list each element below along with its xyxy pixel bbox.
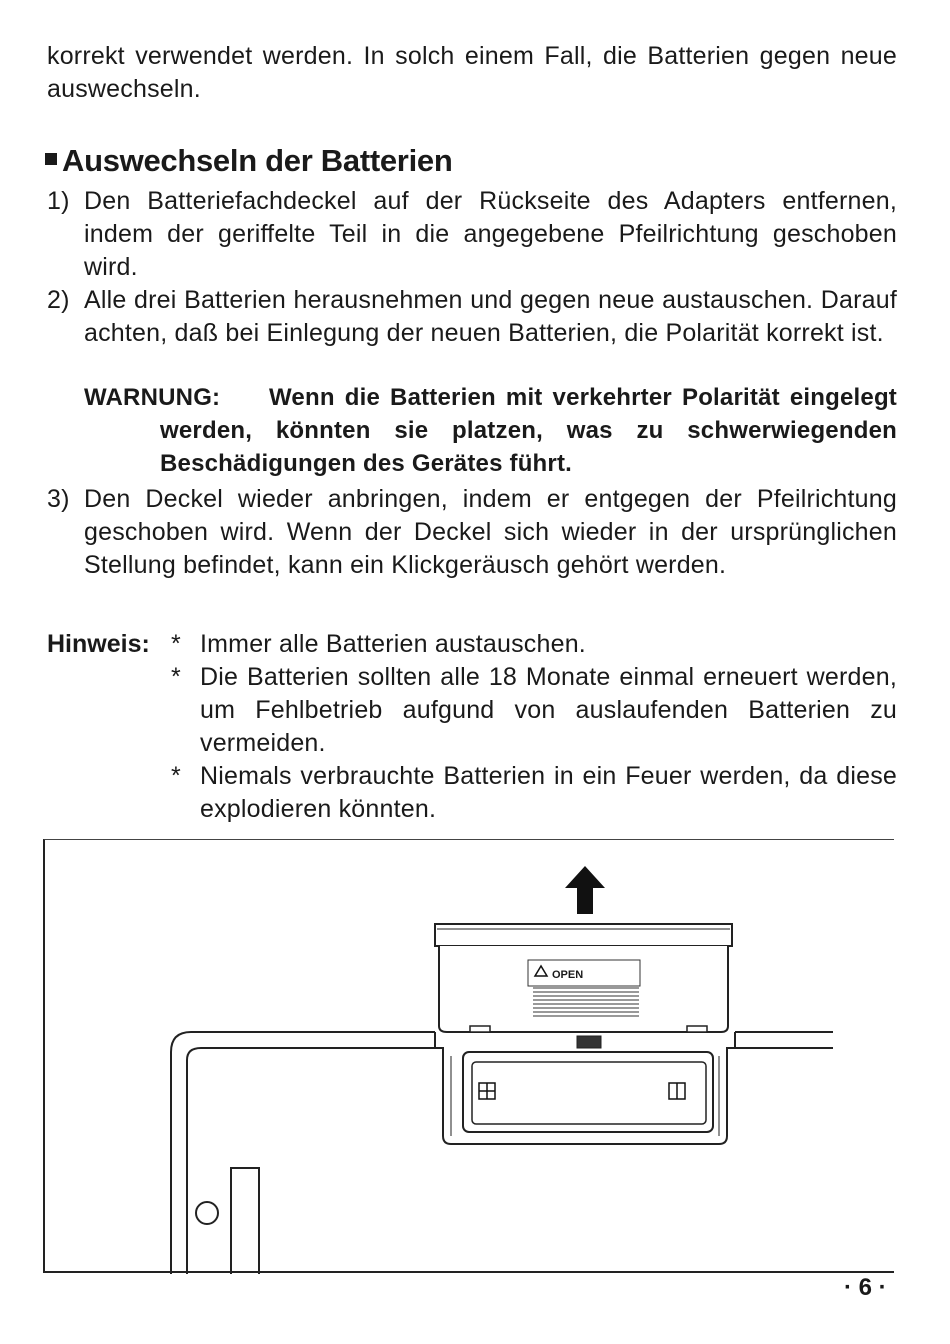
notes-label: Hinweis: — [47, 630, 150, 658]
intro-paragraph: korrekt verwendet werden. In solch einem Fall, die Batterien gegen neue auswechseln. — [47, 42, 897, 103]
section-heading — [45, 143, 452, 179]
battery-cover — [435, 924, 732, 1032]
warning-label: WARNUNG: — [84, 384, 221, 411]
note-item — [47, 661, 897, 760]
square-bullet-icon — [45, 153, 57, 165]
illustration-drawing — [45, 840, 896, 1274]
minus-terminal-icon — [669, 1083, 685, 1099]
adapter-body — [171, 1032, 833, 1274]
step-number: 2) — [47, 286, 70, 314]
asterisk-bullet: * — [171, 762, 181, 790]
section-heading-text: Auswechseln der Batterien — [62, 143, 453, 178]
note-text: Immer alle Batterien austauschen. — [200, 630, 586, 658]
warning-block — [84, 381, 897, 480]
svg-text:OPEN: OPEN — [552, 969, 584, 981]
note-text: Die Batterien sollten alle 18 Monate einmal erneuert werden, um Fehlbetrieb aufgund von auslaufenden Batterien zu vermeiden. — [200, 663, 897, 757]
step-2 — [47, 284, 897, 350]
step-number: 3) — [47, 485, 70, 513]
page-number: · 6 · — [844, 1274, 887, 1301]
note-text: Niemals verbrauchte Batterien in ein Feuer werden, da diese explodieren könnten. — [200, 762, 897, 823]
step-text: Den Deckel wieder anbringen, indem er entgegen der Pfeilrichtung geschoben wird. Wenn der Deckel sich wieder in der ursprünglichen Stellung befindet, kann ein Klickgeräusch gehört werden. — [84, 485, 897, 579]
step-text: Den Batteriefachdeckel auf der Rückseite des Adapters entfernen, indem der geriffelte Teil in die angegebene Pfeilrichtung geschoben wird. — [84, 187, 897, 281]
asterisk-bullet: * — [171, 630, 181, 658]
asterisk-bullet: * — [171, 663, 181, 691]
note-item — [47, 628, 897, 661]
note-item — [47, 760, 897, 826]
battery-cover-illustration — [43, 839, 894, 1273]
plus-terminal-icon — [479, 1083, 495, 1099]
battery-compartment — [435, 1032, 735, 1144]
step-1 — [47, 185, 897, 284]
arrow-up-icon — [565, 866, 605, 914]
warning-text: Wenn die Batterien mit verkehrter Polarität eingelegt werden, könnten sie platzen, was zu schwerwiegenden Beschädigungen des Gerätes führt. — [160, 384, 897, 477]
step-number: 1) — [47, 187, 70, 215]
open-label — [528, 960, 640, 986]
step-text: Alle drei Batterien herausnehmen und gegen neue austauschen. Darauf achten, daß bei Einlegung der neuen Batterien, die Polarität korrekt ist. — [84, 286, 897, 347]
notes-block — [47, 628, 897, 826]
adapter-jack — [196, 1168, 259, 1274]
step-3 — [47, 483, 897, 582]
